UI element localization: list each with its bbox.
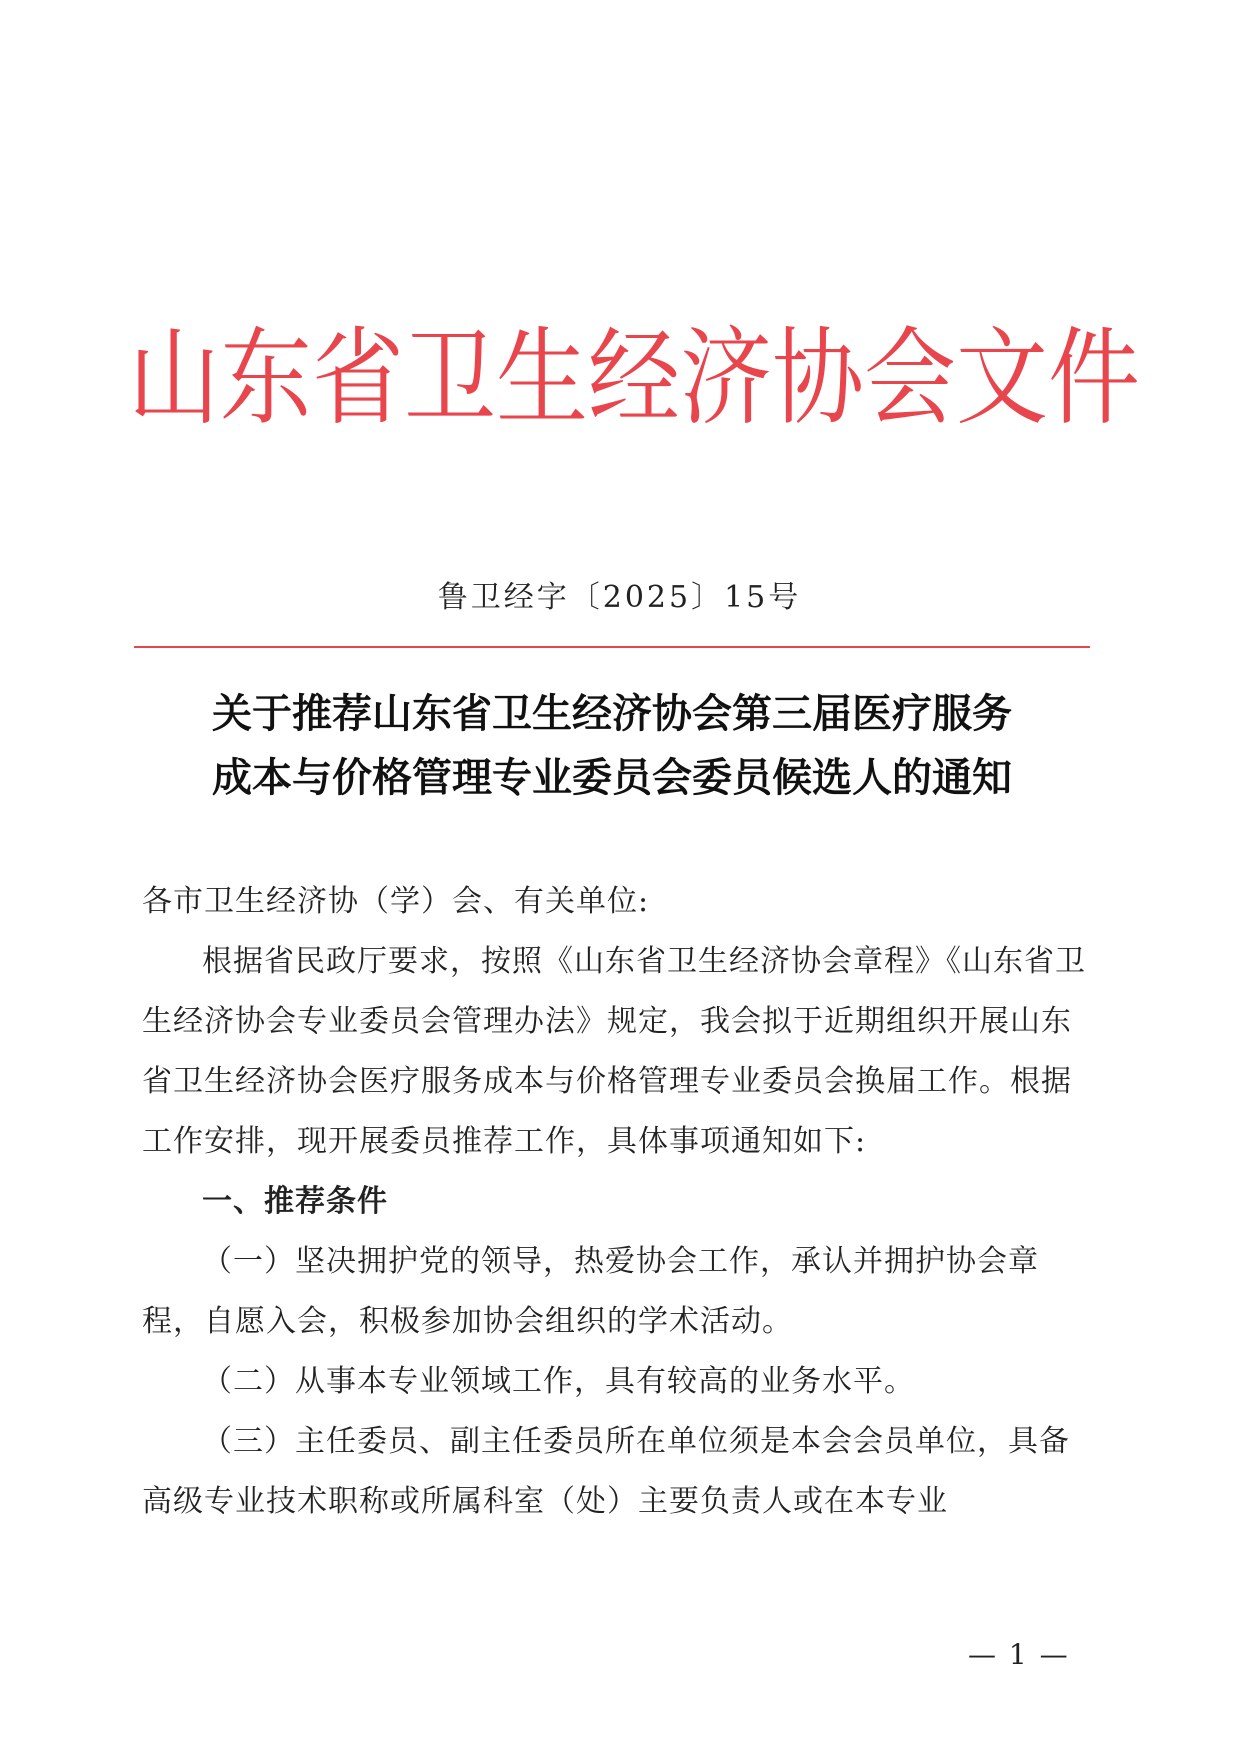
salutation: 各市卫生经济协（学）会、有关单位:	[142, 884, 650, 919]
notice-title-line-1: 关于推荐山东省卫生经济协会第三届医疗服务	[212, 690, 1012, 737]
document-number: 鲁卫经字〔2025〕15号	[437, 580, 802, 615]
section-heading-recommendation-conditions: 一、推荐条件	[202, 1184, 388, 1219]
condition-item-3: （三）主任委员、副主任委员所在单位须是本会会员单位，具备高级专业技术职称或所属科室（处）主要负责人或在本专业	[142, 1424, 1070, 1519]
notice-title	[134, 682, 1090, 810]
masthead-title: 山东省卫生经济协会文件	[128, 316, 1141, 440]
condition-item-2: （二）从事本专业领域工作，具有较高的业务水平。	[202, 1364, 915, 1399]
body-text	[142, 872, 1090, 1532]
page-number: — 1 —	[968, 1638, 1070, 1671]
red-divider-line	[134, 646, 1090, 648]
intro-paragraph: 根据省民政厅要求，按照《山东省卫生经济协会章程》《山东省卫生经济协会专业委员会管理办法》规定，我会拟于近期组织开展山东省卫生经济协会医疗服务成本与价格管理专业委员会换届工作。根据工作安排，现开展委员推荐工作，具体事项通知如下:	[142, 944, 1086, 1159]
condition-item-1: （一）坚决拥护党的领导，热爱协会工作，承认并拥护协会章程，自愿入会，积极参加协会组织的学术活动。	[142, 1244, 1039, 1339]
notice-title-line-2: 成本与价格管理专业委员会委员候选人的通知	[212, 754, 1012, 801]
